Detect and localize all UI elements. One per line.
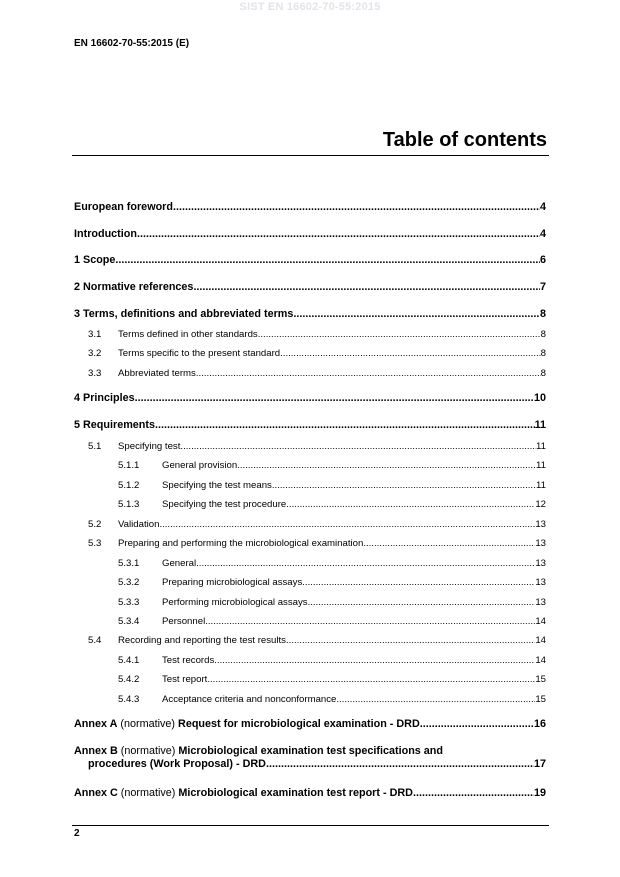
toc-leader <box>266 758 534 771</box>
toc-page-number: 11 <box>536 441 546 452</box>
toc-entry-text: Preparing and performing the microbiological examination <box>118 538 364 549</box>
toc-entry-text: Preparing microbiological assays <box>162 577 303 588</box>
toc-entry-european-foreword[interactable] <box>74 201 546 214</box>
toc-leader <box>205 615 535 628</box>
toc-entry-text: Recording and reporting the test results <box>118 635 286 646</box>
toc-page-number: 4 <box>539 228 546 240</box>
toc-page-number: 17 <box>533 758 546 770</box>
toc-leader <box>155 419 535 432</box>
toc-entry-text: Specifying the test means <box>162 480 272 491</box>
toc-entry-text: Terms specific to the present standard <box>118 348 281 359</box>
toc-entry-5-3-4[interactable] <box>118 615 546 628</box>
toc-leader <box>302 576 535 589</box>
toc-entry-3-3[interactable] <box>88 367 546 380</box>
toc-entry-number: 5.3 <box>88 538 102 549</box>
toc-entry-number: 5.4.1 <box>118 655 140 666</box>
toc-entry-5-3[interactable] <box>88 537 546 550</box>
toc-entry-number: 5.4.2 <box>118 674 140 685</box>
toc-page-number: 15 <box>535 694 546 705</box>
toc-leader <box>173 201 540 214</box>
toc-entry-5-3-2[interactable] <box>118 576 546 589</box>
toc-entry-scope[interactable] <box>74 254 546 267</box>
page-number: 2 <box>74 828 80 839</box>
toc-leader <box>308 596 536 609</box>
toc-entry-text: Specifying the test procedure <box>162 499 287 510</box>
toc-leader <box>193 281 540 294</box>
toc-entry-text: Personnel <box>162 616 206 627</box>
toc-leader <box>137 228 540 241</box>
toc-entry-number: 3.1 <box>88 329 102 340</box>
toc-entry-text: Performing microbiological assays <box>162 597 308 608</box>
toc-entry-5-4-1[interactable] <box>118 654 546 667</box>
toc-leader <box>180 440 536 453</box>
toc-leader <box>135 392 534 405</box>
toc-entry-text: 2 Normative references <box>74 281 194 293</box>
footer-divider <box>72 825 549 826</box>
toc-page-number: 13 <box>535 558 546 569</box>
toc-page-number: 10 <box>533 392 546 404</box>
toc-entry-number: 3.3 <box>88 368 102 379</box>
toc-entry-3-1[interactable] <box>88 328 546 341</box>
toc-entry-5-4-3[interactable] <box>118 693 546 706</box>
annex-title-continued: procedures (Work Proposal) - DRD <box>88 758 266 770</box>
toc-entry-text: Test report <box>162 674 208 685</box>
toc-page-number: 14 <box>535 655 546 666</box>
toc-entry-requirements[interactable] <box>74 419 546 432</box>
toc-entry-text: Test records <box>162 655 215 666</box>
toc-entry-5-1[interactable] <box>88 440 546 453</box>
toc-leader <box>237 459 536 472</box>
toc-page-number: 8 <box>539 308 546 320</box>
toc-entry-text: Abbreviated terms <box>118 368 196 379</box>
toc-entry-number: 5.4 <box>88 635 102 646</box>
toc-leader <box>336 693 535 706</box>
toc-entry-text: Introduction <box>74 228 137 240</box>
toc-entry-text: Specifying test <box>118 441 181 452</box>
toc-entry-annex-a[interactable] <box>74 718 546 731</box>
toc-entry-text: Terms defined in other standards <box>118 329 258 340</box>
toc-leader <box>214 654 535 667</box>
page-title: Table of contents <box>382 129 547 151</box>
toc-page-number: 15 <box>535 674 546 685</box>
toc-page-number: 13 <box>535 538 546 549</box>
toc-leader <box>420 718 534 731</box>
toc-entry-number: 5.1.3 <box>118 499 140 510</box>
toc-entry-principles[interactable] <box>74 392 546 405</box>
toc-page-number: 11 <box>534 419 546 431</box>
toc-entry-number: 5.3.2 <box>118 577 140 588</box>
toc-leader <box>293 308 540 321</box>
annex-label: Annex A <box>74 718 118 730</box>
toc-entry-annex-c[interactable] <box>74 787 546 800</box>
toc-entry-number: 5.4.3 <box>118 694 140 705</box>
toc-entry-5-1-2[interactable] <box>118 479 546 492</box>
toc-page-number: 13 <box>535 597 546 608</box>
toc-entry-introduction[interactable] <box>74 228 546 241</box>
toc-entry-5-1-3[interactable] <box>118 498 546 511</box>
toc-page-number: 11 <box>536 460 546 471</box>
toc-entry-number: 5.3.4 <box>118 616 140 627</box>
toc-entry-annex-b[interactable] <box>74 745 546 771</box>
toc-entry-5-3-1[interactable] <box>118 557 546 570</box>
annex-title: Microbiological examination test report - DRD <box>178 787 413 799</box>
toc-page-number: 13 <box>535 519 546 530</box>
toc-entry-number: 5.1.1 <box>118 460 140 471</box>
toc-leader <box>413 787 534 800</box>
toc-entry-text: 4 Principles <box>74 392 135 404</box>
watermark: SIST EN 16602-70-55:2015 <box>239 1 381 13</box>
toc-leader <box>272 479 536 492</box>
toc-page-number: 14 <box>535 635 546 646</box>
toc-entry-5-4-2[interactable] <box>118 673 546 686</box>
toc-entry-number: 3.2 <box>88 348 102 359</box>
toc-entry-number: 5.3.3 <box>118 597 140 608</box>
toc-page-number: 8 <box>540 329 546 340</box>
toc-entry-text: Validation <box>118 519 160 530</box>
toc-leader <box>363 537 535 550</box>
toc-entry-text: 3 Terms, definitions and abbreviated terms <box>74 308 294 320</box>
toc-entry-5-3-3[interactable] <box>118 596 546 609</box>
toc-entry-number: 5.2 <box>88 519 102 530</box>
toc-entry-text: European foreword <box>74 201 173 213</box>
toc-entry-3-2[interactable] <box>88 347 546 360</box>
annex-type: (normative) <box>120 718 176 730</box>
toc-entry-5-2[interactable] <box>88 518 546 531</box>
toc-page-number: 11 <box>536 480 546 491</box>
annex-label: Annex C <box>74 787 118 799</box>
document-id: EN 16602-70-55:2015 (E) <box>74 38 190 49</box>
toc-entry-text: General provision <box>162 460 238 471</box>
toc-page-number: 6 <box>539 254 546 266</box>
toc-entry-normative-references[interactable] <box>74 281 546 294</box>
toc-page-number: 12 <box>535 499 546 510</box>
toc-page-number: 14 <box>535 616 546 627</box>
toc-page-number: 4 <box>539 201 546 213</box>
toc-entry-number: 5.1.2 <box>118 480 140 491</box>
toc-entry-text: Acceptance criteria and nonconformance <box>162 694 337 705</box>
toc-entry-5-1-1[interactable] <box>118 459 546 472</box>
toc-entry-text: General <box>162 558 197 569</box>
toc-leader <box>258 328 541 341</box>
toc-page-number: 8 <box>540 368 546 379</box>
toc-leader <box>196 557 535 570</box>
annex-title: Request for microbiological examination - DRD <box>178 718 420 730</box>
toc-entry-terms[interactable] <box>74 308 546 321</box>
toc-page-number: 8 <box>540 348 546 359</box>
toc-page-number: 16 <box>533 718 546 730</box>
toc-entry-5-4[interactable] <box>88 634 546 647</box>
annex-type: (normative) <box>120 745 176 757</box>
toc-entry-number: 5.1 <box>88 441 102 452</box>
toc-page-number: 7 <box>539 281 546 293</box>
toc-entry-text: 1 Scope <box>74 254 116 266</box>
annex-type: (normative) <box>120 787 176 799</box>
annex-label: Annex B <box>74 745 118 757</box>
toc-leader <box>286 498 535 511</box>
toc-leader <box>196 367 541 380</box>
toc-entry-text: 5 Requirements <box>74 419 156 431</box>
toc-page-number: 13 <box>535 577 546 588</box>
toc-page-number: 19 <box>533 787 546 799</box>
toc-leader <box>280 347 541 360</box>
toc-entry-number: 5.3.1 <box>118 558 140 569</box>
title-divider <box>72 155 549 156</box>
annex-title: Microbiological examination test specifications and <box>178 745 443 757</box>
toc-leader <box>207 673 535 686</box>
toc-leader <box>286 634 535 647</box>
toc-leader <box>115 254 540 267</box>
toc-leader <box>159 518 535 531</box>
